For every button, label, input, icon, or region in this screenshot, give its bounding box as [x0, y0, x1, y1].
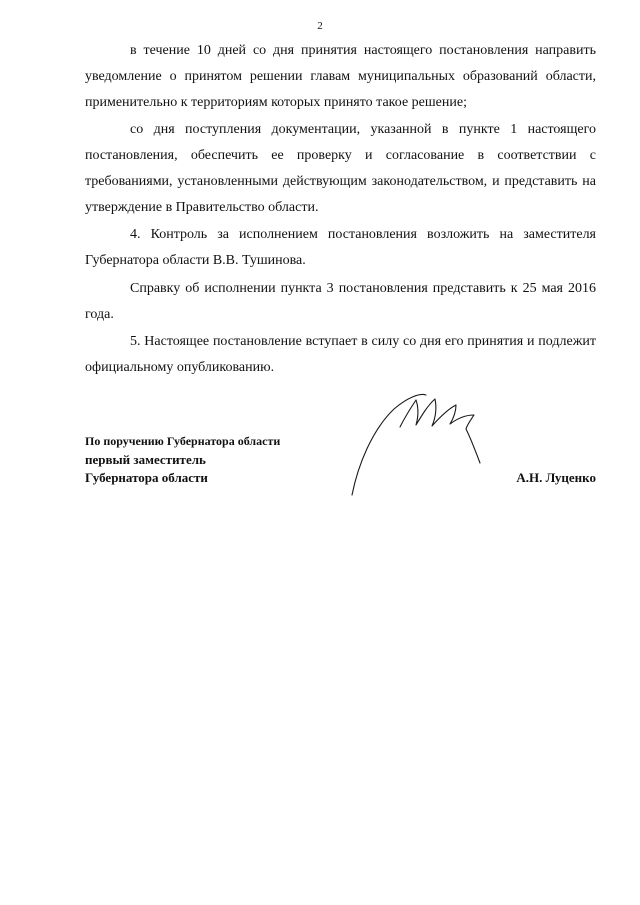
signature-block	[85, 433, 596, 503]
document-body	[85, 38, 596, 382]
signature-authority-line: По поручению Губернатора области	[85, 434, 281, 448]
paragraph-notification: в течение 10 дней со дня принятия настоящего постановления направить уведомление о принятом решении главам муниципальных образований области, применительно к территориям которых принято такое решение;	[85, 43, 596, 110]
paragraph-entry-into-force: 5. Настоящее постановление вступает в силу со дня его принятия и подлежит официальному опубликованию.	[85, 333, 596, 375]
signatory-name: А.Н. Луценко	[516, 470, 596, 485]
paragraph-report-deadline: Справку об исполнении пункта 3 постановления представить к 25 мая 2016 года.	[85, 280, 596, 322]
paragraph-documentation-review: со дня поступления документации, указанной в пункте 1 настоящего постановления, обеспечить ее проверку и согласование в соответствии с требованиями, установленными действующим законодательством, и представить на утверждение в Правительство области.	[85, 122, 596, 216]
signature-office-line: Губернатора области	[85, 470, 208, 485]
signature-position-line: первый заместитель	[85, 452, 206, 467]
page-number: 2	[317, 20, 323, 32]
paragraph-control: 4. Контроль за исполнением постановления возложить на заместителя Губернатора области В.В. Тушинова.	[85, 227, 596, 269]
